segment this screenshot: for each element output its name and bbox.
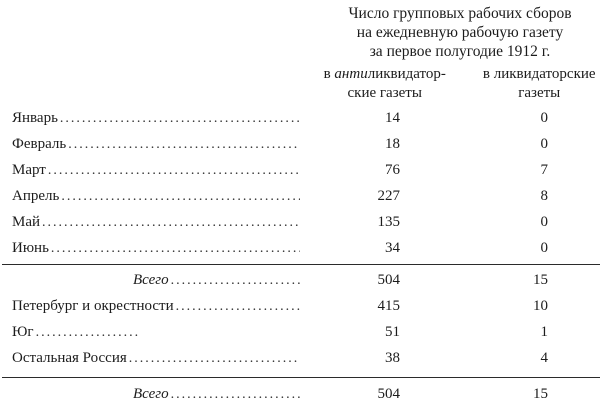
col2-value: 7 (540, 162, 548, 178)
dot-leader (60, 105, 300, 131)
table-row-south (0, 319, 609, 345)
dot-leader (171, 381, 300, 406)
row-label: Июнь (12, 240, 49, 256)
dot-leader (48, 157, 300, 183)
col2-value: 15 (533, 272, 548, 288)
table-row-may (0, 209, 609, 235)
header-col1-rest: ликвидатор- (367, 66, 446, 82)
col1-value: 38 (385, 350, 400, 366)
header-col1-line1 (300, 65, 469, 84)
col2-value: 0 (540, 136, 548, 152)
column-header-antiliquidator (300, 65, 469, 103)
header-col1-line2: ские газеты (347, 85, 422, 101)
col1-value: 504 (377, 386, 400, 402)
row-label: Январь (12, 110, 58, 126)
row-label-area (12, 157, 300, 183)
col2-value: 4 (540, 350, 548, 366)
col1-value: 135 (377, 214, 400, 230)
header-col1-prefix: в (323, 66, 335, 82)
row-label: Февраль (12, 136, 67, 152)
col1-value: 227 (377, 188, 400, 204)
dot-leader (176, 293, 300, 319)
dot-leader (42, 209, 300, 235)
table-row-total-overall (0, 381, 609, 406)
row-label: Петербург и окрестности (12, 298, 174, 314)
table-row-rest-of-russia (0, 345, 609, 371)
table-row-june (0, 235, 609, 261)
row-label-total: Всего (133, 386, 169, 402)
dot-leader (68, 131, 300, 157)
dot-leader (36, 319, 140, 345)
row-label: Май (12, 214, 41, 230)
col1-value: 415 (377, 298, 400, 314)
col1-value: 14 (385, 110, 400, 126)
col2-value: 1 (540, 324, 548, 340)
table-row-january (0, 105, 609, 131)
row-label-area (12, 345, 300, 371)
header-col2-line1: в ликвидаторские (482, 66, 596, 82)
col1-value: 504 (377, 272, 400, 288)
row-label-area (12, 235, 300, 261)
row-label-area (12, 131, 300, 157)
table-row-april (0, 183, 609, 209)
row-label-total: Всего (133, 272, 169, 288)
header-col1-italic: анти (334, 66, 368, 82)
row-label: Апрель (12, 188, 60, 204)
col2-value: 0 (540, 110, 548, 126)
col2-value: 8 (540, 188, 548, 204)
col2-value: 15 (533, 386, 548, 402)
col2-value: 10 (533, 298, 548, 314)
row-label: Юг (12, 324, 34, 340)
column-header-liquidator (469, 65, 609, 103)
row-label-area (12, 105, 300, 131)
table-row-march (0, 157, 609, 183)
row-label: Остальная Россия (12, 350, 127, 366)
col2-value: 0 (540, 214, 548, 230)
table-row-total-months (0, 267, 609, 293)
title-line-2: на ежедневную рабочую газету (356, 24, 564, 41)
col1-value: 18 (385, 136, 400, 152)
column-headers (300, 65, 609, 103)
col1-value: 34 (385, 240, 400, 256)
row-label-area (12, 183, 300, 209)
dot-leader (51, 235, 300, 261)
dot-leader (61, 183, 300, 209)
table-body (0, 105, 609, 406)
row-label: Март (12, 162, 46, 178)
title-line-3: за первое полугодие 1912 г. (369, 43, 551, 60)
dot-leader (129, 345, 300, 371)
table-row-february (0, 131, 609, 157)
col2-value: 0 (540, 240, 548, 256)
table-rule-upper (2, 264, 600, 265)
title-line-1: Число групповых рабочих сборов (348, 5, 572, 22)
header-col2-line2: газеты (518, 85, 561, 101)
table-rule-lower (2, 377, 600, 378)
row-label-area (12, 267, 300, 293)
col1-value: 76 (385, 162, 400, 178)
table-row-petersburg (0, 293, 609, 319)
row-label-area (12, 319, 300, 345)
row-label-area (12, 209, 300, 235)
col1-value: 51 (385, 324, 400, 340)
table-title (311, 4, 609, 61)
dot-leader (171, 267, 300, 293)
row-label-area (12, 381, 300, 406)
row-label-area (12, 293, 300, 319)
